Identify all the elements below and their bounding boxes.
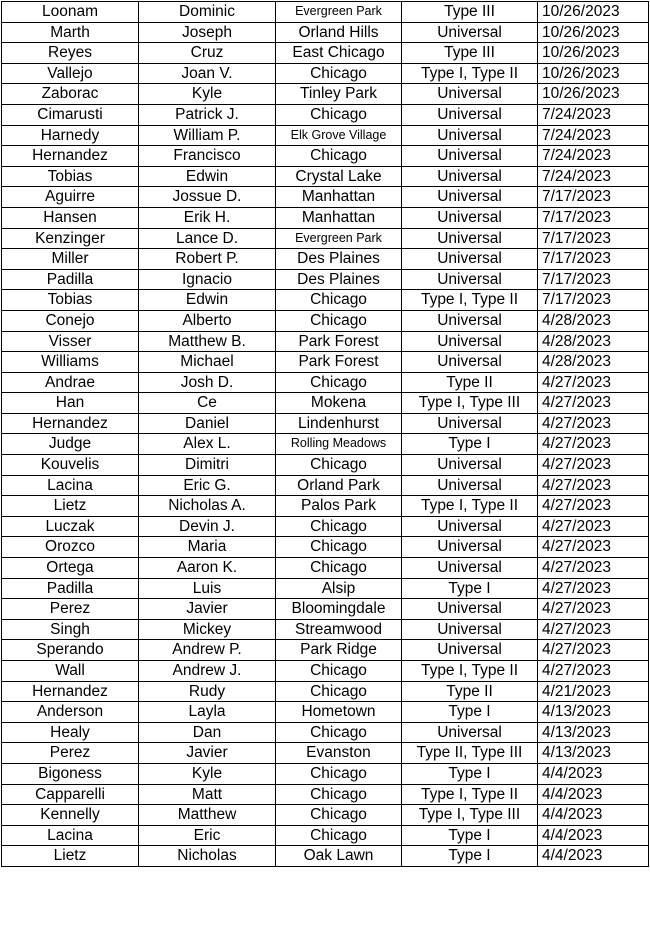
type-cell: Universal: [402, 537, 538, 558]
date-cell: 4/27/2023: [538, 455, 649, 476]
table-body: [2, 2, 649, 867]
table-row: [2, 43, 649, 64]
city-cell: Chicago: [276, 516, 402, 537]
first-name-cell: Patrick J.: [139, 104, 276, 125]
table-row: [2, 372, 649, 393]
table-row: [2, 331, 649, 352]
last-name-cell: Harnedy: [2, 125, 139, 146]
city-cell: Oak Lawn: [276, 846, 402, 867]
city-cell: Tinley Park: [276, 84, 402, 105]
date-cell: 4/27/2023: [538, 434, 649, 455]
type-cell: Type I, Type III: [402, 805, 538, 826]
table-row: [2, 537, 649, 558]
type-cell: Type II, Type III: [402, 743, 538, 764]
last-name-cell: Lietz: [2, 846, 139, 867]
first-name-cell: Andrew J.: [139, 661, 276, 682]
first-name-cell: Dimitri: [139, 455, 276, 476]
type-cell: Universal: [402, 125, 538, 146]
certification-table: [1, 1, 649, 867]
first-name-cell: Nicholas: [139, 846, 276, 867]
type-cell: Universal: [402, 104, 538, 125]
date-cell: 10/26/2023: [538, 63, 649, 84]
city-cell: Des Plaines: [276, 249, 402, 270]
table-row: [2, 84, 649, 105]
table-row: [2, 825, 649, 846]
type-cell: Universal: [402, 166, 538, 187]
city-cell: Park Forest: [276, 331, 402, 352]
last-name-cell: Perez: [2, 743, 139, 764]
last-name-cell: Williams: [2, 352, 139, 373]
date-cell: 4/28/2023: [538, 310, 649, 331]
type-cell: Universal: [402, 722, 538, 743]
city-cell: Chicago: [276, 310, 402, 331]
date-cell: 4/4/2023: [538, 846, 649, 867]
first-name-cell: Matthew: [139, 805, 276, 826]
first-name-cell: Matthew B.: [139, 331, 276, 352]
city-cell: Rolling Meadows: [276, 434, 402, 455]
city-cell: Elk Grove Village: [276, 125, 402, 146]
last-name-cell: Perez: [2, 599, 139, 620]
type-cell: Universal: [402, 228, 538, 249]
type-cell: Universal: [402, 310, 538, 331]
last-name-cell: Zaborac: [2, 84, 139, 105]
table-row: [2, 763, 649, 784]
date-cell: 4/27/2023: [538, 558, 649, 579]
last-name-cell: Singh: [2, 619, 139, 640]
type-cell: Universal: [402, 475, 538, 496]
type-cell: Universal: [402, 640, 538, 661]
date-cell: 4/27/2023: [538, 578, 649, 599]
type-cell: Universal: [402, 331, 538, 352]
table-row: [2, 743, 649, 764]
table-row: [2, 784, 649, 805]
table-row: [2, 599, 649, 620]
type-cell: Universal: [402, 413, 538, 434]
table-row: [2, 846, 649, 867]
city-cell: Evergreen Park: [276, 2, 402, 23]
first-name-cell: Joseph: [139, 22, 276, 43]
table-row: [2, 702, 649, 723]
date-cell: 4/28/2023: [538, 352, 649, 373]
type-cell: Type I, Type II: [402, 290, 538, 311]
last-name-cell: Marth: [2, 22, 139, 43]
last-name-cell: Kenzinger: [2, 228, 139, 249]
last-name-cell: Padilla: [2, 269, 139, 290]
table-row: [2, 578, 649, 599]
city-cell: Evergreen Park: [276, 228, 402, 249]
city-cell: Park Ridge: [276, 640, 402, 661]
first-name-cell: Edwin: [139, 166, 276, 187]
city-cell: Chicago: [276, 455, 402, 476]
date-cell: 4/27/2023: [538, 475, 649, 496]
last-name-cell: Tobias: [2, 290, 139, 311]
city-cell: Chicago: [276, 146, 402, 167]
city-cell: Chicago: [276, 290, 402, 311]
last-name-cell: Ortega: [2, 558, 139, 579]
first-name-cell: Mickey: [139, 619, 276, 640]
date-cell: 4/27/2023: [538, 393, 649, 414]
type-cell: Type I, Type II: [402, 496, 538, 517]
table-row: [2, 2, 649, 23]
city-cell: Palos Park: [276, 496, 402, 517]
date-cell: 4/4/2023: [538, 784, 649, 805]
city-cell: Des Plaines: [276, 269, 402, 290]
city-cell: Chicago: [276, 805, 402, 826]
date-cell: 4/27/2023: [538, 496, 649, 517]
first-name-cell: Aaron K.: [139, 558, 276, 579]
first-name-cell: Devin J.: [139, 516, 276, 537]
date-cell: 4/4/2023: [538, 763, 649, 784]
city-cell: Chicago: [276, 63, 402, 84]
last-name-cell: Visser: [2, 331, 139, 352]
first-name-cell: Josh D.: [139, 372, 276, 393]
type-cell: Type III: [402, 2, 538, 23]
type-cell: Universal: [402, 84, 538, 105]
date-cell: 4/13/2023: [538, 722, 649, 743]
type-cell: Type I: [402, 763, 538, 784]
date-cell: 7/24/2023: [538, 146, 649, 167]
table-row: [2, 187, 649, 208]
first-name-cell: Daniel: [139, 413, 276, 434]
type-cell: Universal: [402, 558, 538, 579]
type-cell: Type II: [402, 372, 538, 393]
last-name-cell: Kennelly: [2, 805, 139, 826]
date-cell: 4/27/2023: [538, 537, 649, 558]
first-name-cell: Javier: [139, 599, 276, 620]
city-cell: Orland Park: [276, 475, 402, 496]
table-row: [2, 640, 649, 661]
date-cell: 7/24/2023: [538, 104, 649, 125]
last-name-cell: Han: [2, 393, 139, 414]
date-cell: 4/27/2023: [538, 599, 649, 620]
first-name-cell: Nicholas A.: [139, 496, 276, 517]
city-cell: Chicago: [276, 537, 402, 558]
last-name-cell: Loonam: [2, 2, 139, 23]
date-cell: 10/26/2023: [538, 2, 649, 23]
last-name-cell: Andrae: [2, 372, 139, 393]
city-cell: Alsip: [276, 578, 402, 599]
date-cell: 7/17/2023: [538, 228, 649, 249]
city-cell: Chicago: [276, 558, 402, 579]
city-cell: Manhattan: [276, 187, 402, 208]
last-name-cell: Hernandez: [2, 681, 139, 702]
table-row: [2, 681, 649, 702]
last-name-cell: Capparelli: [2, 784, 139, 805]
last-name-cell: Hernandez: [2, 413, 139, 434]
city-cell: Chicago: [276, 104, 402, 125]
first-name-cell: Eric G.: [139, 475, 276, 496]
date-cell: 4/27/2023: [538, 619, 649, 640]
type-cell: Universal: [402, 187, 538, 208]
type-cell: Universal: [402, 516, 538, 537]
date-cell: 4/27/2023: [538, 372, 649, 393]
type-cell: Type I, Type III: [402, 393, 538, 414]
city-cell: Evanston: [276, 743, 402, 764]
city-cell: Hometown: [276, 702, 402, 723]
city-cell: Chicago: [276, 372, 402, 393]
last-name-cell: Kouvelis: [2, 455, 139, 476]
last-name-cell: Miller: [2, 249, 139, 270]
date-cell: 4/27/2023: [538, 661, 649, 682]
city-cell: Crystal Lake: [276, 166, 402, 187]
last-name-cell: Lacina: [2, 825, 139, 846]
last-name-cell: Conejo: [2, 310, 139, 331]
last-name-cell: Sperando: [2, 640, 139, 661]
city-cell: Orland Hills: [276, 22, 402, 43]
type-cell: Universal: [402, 207, 538, 228]
first-name-cell: Cruz: [139, 43, 276, 64]
last-name-cell: Luczak: [2, 516, 139, 537]
date-cell: 7/17/2023: [538, 290, 649, 311]
first-name-cell: Rudy: [139, 681, 276, 702]
city-cell: Chicago: [276, 763, 402, 784]
first-name-cell: Joan V.: [139, 63, 276, 84]
type-cell: Type I: [402, 434, 538, 455]
first-name-cell: William P.: [139, 125, 276, 146]
date-cell: 10/26/2023: [538, 43, 649, 64]
last-name-cell: Tobias: [2, 166, 139, 187]
table-row: [2, 558, 649, 579]
type-cell: Type I: [402, 578, 538, 599]
table-row: [2, 496, 649, 517]
table-row: [2, 22, 649, 43]
city-cell: Streamwood: [276, 619, 402, 640]
city-cell: Chicago: [276, 681, 402, 702]
table-row: [2, 104, 649, 125]
table-row: [2, 661, 649, 682]
last-name-cell: Lacina: [2, 475, 139, 496]
first-name-cell: Kyle: [139, 84, 276, 105]
first-name-cell: Luis: [139, 578, 276, 599]
city-cell: East Chicago: [276, 43, 402, 64]
table-row: [2, 722, 649, 743]
table-row: [2, 475, 649, 496]
type-cell: Universal: [402, 352, 538, 373]
last-name-cell: Padilla: [2, 578, 139, 599]
first-name-cell: Ce: [139, 393, 276, 414]
type-cell: Type I: [402, 702, 538, 723]
table-row: [2, 166, 649, 187]
table-row: [2, 619, 649, 640]
type-cell: Universal: [402, 22, 538, 43]
first-name-cell: Kyle: [139, 763, 276, 784]
last-name-cell: Judge: [2, 434, 139, 455]
first-name-cell: Dominic: [139, 2, 276, 23]
first-name-cell: Robert P.: [139, 249, 276, 270]
last-name-cell: Hansen: [2, 207, 139, 228]
last-name-cell: Wall: [2, 661, 139, 682]
first-name-cell: Andrew P.: [139, 640, 276, 661]
last-name-cell: Hernandez: [2, 146, 139, 167]
date-cell: 7/17/2023: [538, 187, 649, 208]
first-name-cell: Alberto: [139, 310, 276, 331]
type-cell: Universal: [402, 599, 538, 620]
type-cell: Type I: [402, 846, 538, 867]
city-cell: Park Forest: [276, 352, 402, 373]
table-row: [2, 63, 649, 84]
date-cell: 4/27/2023: [538, 516, 649, 537]
date-cell: 4/27/2023: [538, 640, 649, 661]
city-cell: Bloomingdale: [276, 599, 402, 620]
type-cell: Type I: [402, 825, 538, 846]
date-cell: 4/13/2023: [538, 743, 649, 764]
first-name-cell: Jossue D.: [139, 187, 276, 208]
date-cell: 10/26/2023: [538, 22, 649, 43]
date-cell: 4/21/2023: [538, 681, 649, 702]
city-cell: Chicago: [276, 722, 402, 743]
type-cell: Universal: [402, 249, 538, 270]
date-cell: 4/4/2023: [538, 805, 649, 826]
first-name-cell: Eric: [139, 825, 276, 846]
type-cell: Universal: [402, 269, 538, 290]
table-row: [2, 393, 649, 414]
city-cell: Chicago: [276, 784, 402, 805]
last-name-cell: Orozco: [2, 537, 139, 558]
city-cell: Chicago: [276, 825, 402, 846]
type-cell: Universal: [402, 146, 538, 167]
date-cell: 7/17/2023: [538, 249, 649, 270]
last-name-cell: Lietz: [2, 496, 139, 517]
table-row: [2, 228, 649, 249]
last-name-cell: Cimarusti: [2, 104, 139, 125]
first-name-cell: Dan: [139, 722, 276, 743]
date-cell: 7/17/2023: [538, 269, 649, 290]
first-name-cell: Lance D.: [139, 228, 276, 249]
first-name-cell: Erik H.: [139, 207, 276, 228]
first-name-cell: Michael: [139, 352, 276, 373]
type-cell: Universal: [402, 619, 538, 640]
date-cell: 7/24/2023: [538, 166, 649, 187]
type-cell: Type I, Type II: [402, 63, 538, 84]
last-name-cell: Anderson: [2, 702, 139, 723]
table-row: [2, 269, 649, 290]
type-cell: Universal: [402, 455, 538, 476]
table-row: [2, 146, 649, 167]
table-row: [2, 516, 649, 537]
first-name-cell: Ignacio: [139, 269, 276, 290]
date-cell: 4/13/2023: [538, 702, 649, 723]
last-name-cell: Bigoness: [2, 763, 139, 784]
city-cell: Manhattan: [276, 207, 402, 228]
date-cell: 4/4/2023: [538, 825, 649, 846]
table-row: [2, 805, 649, 826]
table-row: [2, 249, 649, 270]
city-cell: Mokena: [276, 393, 402, 414]
first-name-cell: Javier: [139, 743, 276, 764]
table-row: [2, 413, 649, 434]
table-row: [2, 290, 649, 311]
last-name-cell: Vallejo: [2, 63, 139, 84]
table-row: [2, 352, 649, 373]
type-cell: Type III: [402, 43, 538, 64]
table-row: [2, 455, 649, 476]
first-name-cell: Layla: [139, 702, 276, 723]
type-cell: Type I, Type II: [402, 661, 538, 682]
first-name-cell: Maria: [139, 537, 276, 558]
date-cell: 7/17/2023: [538, 207, 649, 228]
type-cell: Type II: [402, 681, 538, 702]
city-cell: Lindenhurst: [276, 413, 402, 434]
type-cell: Type I, Type II: [402, 784, 538, 805]
date-cell: 10/26/2023: [538, 84, 649, 105]
table-row: [2, 310, 649, 331]
table-row: [2, 434, 649, 455]
last-name-cell: Healy: [2, 722, 139, 743]
first-name-cell: Edwin: [139, 290, 276, 311]
first-name-cell: Francisco: [139, 146, 276, 167]
table-row: [2, 125, 649, 146]
date-cell: 7/24/2023: [538, 125, 649, 146]
city-cell: Chicago: [276, 661, 402, 682]
last-name-cell: Aguirre: [2, 187, 139, 208]
last-name-cell: Reyes: [2, 43, 139, 64]
table-row: [2, 207, 649, 228]
date-cell: 4/28/2023: [538, 331, 649, 352]
first-name-cell: Matt: [139, 784, 276, 805]
first-name-cell: Alex L.: [139, 434, 276, 455]
date-cell: 4/27/2023: [538, 413, 649, 434]
